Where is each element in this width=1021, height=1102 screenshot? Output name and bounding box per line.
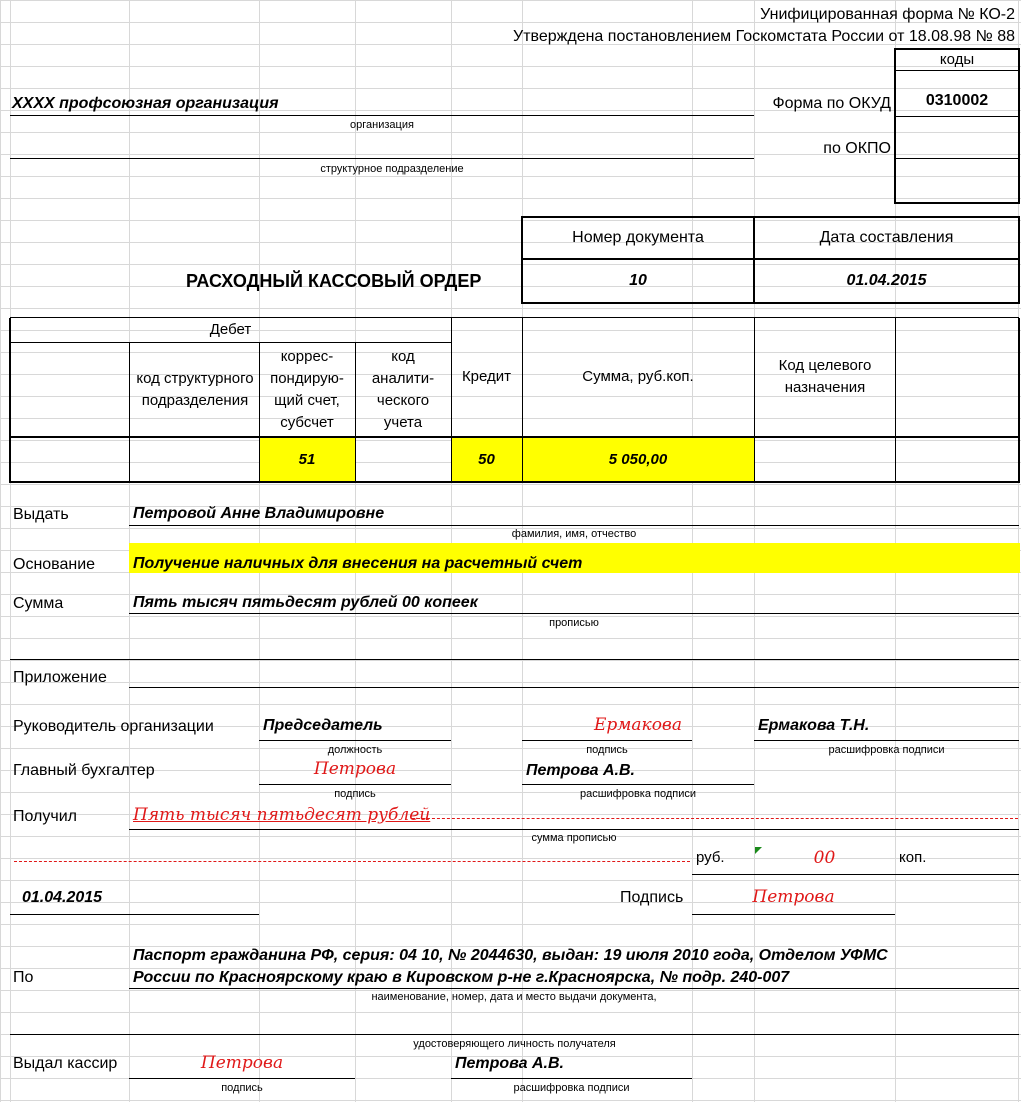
received-dash-line-2 (14, 861, 690, 862)
row-sum: 5 050,00 (608, 451, 668, 468)
rub-label: руб. (696, 849, 725, 866)
received-label: Получил (13, 808, 77, 825)
received-signature: Петрова (752, 887, 835, 907)
table-column-line (355, 343, 356, 482)
signature-label: Подпись (620, 889, 684, 906)
document-number-label: Номер документа (572, 229, 704, 246)
accountant-signature: Петрова (313, 759, 397, 779)
box-divider (522, 258, 1019, 260)
codes-divider (895, 116, 1019, 117)
row-account: 51 (298, 451, 316, 468)
kop-label: коп. (899, 849, 927, 866)
cashier-signature-underline (129, 1078, 355, 1079)
row-credit: 50 (478, 451, 495, 468)
table-border (9, 318, 11, 483)
codes-divider (895, 158, 1019, 159)
table-border (1018, 318, 1020, 483)
col-analytic: код аналити-ческого учета (371, 347, 435, 431)
accountant-name-caption: расшифровка подписи (579, 788, 697, 800)
basis-label: Основание (13, 556, 96, 573)
head-name: Ермакова Т.Н. (758, 717, 870, 734)
issue-value: Петровой Анне Владимировне (133, 505, 385, 522)
sum-label: Сумма (13, 595, 64, 612)
okpo-label: по ОКПО (823, 140, 891, 157)
col-sum: Сумма, руб.коп. (582, 368, 694, 385)
accountant-signature-underline (259, 784, 451, 785)
document-date: 01.04.2015 (846, 272, 927, 289)
head-name-caption: расшифровка подписи (828, 744, 945, 756)
unit-caption: структурное подразделение (320, 163, 464, 175)
cashier-signature-caption: подпись (221, 1082, 263, 1094)
received-underline (129, 829, 1019, 830)
sum-caption: прописью (549, 617, 599, 629)
sum-second-line (10, 659, 1019, 660)
head-position-underline (259, 740, 451, 741)
attachment-underline (129, 687, 1019, 688)
issue-label: Выдать (13, 506, 69, 523)
kop-value: 00 (813, 848, 836, 868)
okud-value: 0310002 (925, 92, 989, 109)
cashier-signature: Петрова (200, 1053, 284, 1073)
received-signature-underline (692, 914, 895, 915)
passport-line-1: Паспорт гражданина РФ, серия: 04 10, № 2044630, выдан: 19 июля 2010 года, Отделом УФМС (133, 947, 888, 964)
sum-underline (129, 613, 1019, 614)
passport-caption-2: удостоверяющего личность получателя (413, 1038, 616, 1050)
accountant-label: Главный бухгалтер (13, 762, 155, 779)
codes-box (894, 48, 1020, 204)
cashier-name-caption: расшифровка подписи (513, 1082, 630, 1094)
col-target: Код целевого назначения (778, 357, 872, 396)
basis-value: Получение наличных для внесения на расчетный счет (133, 555, 583, 572)
received-date-underline (10, 914, 259, 915)
received-sum-written: Пять тысяч пятьдесят рублей (133, 805, 431, 825)
form-approval: Утверждена постановлением Госкомстата России от 18.08.98 № 88 (513, 28, 1015, 45)
codes-divider (895, 70, 1019, 71)
sum-value: Пять тысяч пятьдесят рублей 00 копеек (133, 594, 478, 611)
okud-label: Форма по ОКУД (772, 95, 891, 112)
form-name: Унифицированная форма № КО-2 (760, 6, 1015, 23)
table-column-line (895, 318, 896, 482)
issue-underline (129, 525, 1019, 526)
document-date-label: Дата составления (819, 229, 954, 246)
table-column-line (129, 343, 130, 482)
rub-underline (692, 874, 1019, 875)
passport-second-line (10, 1034, 1019, 1035)
col-account: коррес-пондирую-щий счет, субсчет (270, 347, 344, 431)
accountant-name-underline (522, 784, 754, 785)
codes-title: коды (939, 51, 975, 68)
head-signature-underline (522, 740, 692, 741)
received-sum-caption: сумма прописью (531, 832, 617, 844)
debit-header: Дебет (209, 321, 252, 338)
passport-underline (129, 988, 1019, 989)
col-unit-code: код структурного подразделения (136, 369, 254, 409)
organization-underline (10, 115, 754, 116)
cashier-name: Петрова А.В. (455, 1055, 564, 1072)
col-credit: Кредит (461, 368, 512, 385)
organization-name: ХХХХ профсоюзная организация (12, 95, 279, 112)
attachment-label: Приложение (13, 669, 107, 686)
cashier-label: Выдал кассир (13, 1055, 118, 1072)
by-label: По (13, 969, 34, 986)
accountant-signature-caption: подпись (334, 788, 376, 800)
received-date: 01.04.2015 (22, 889, 103, 906)
cashier-name-underline (451, 1078, 692, 1079)
accountant-name: Петрова А.В. (526, 762, 635, 779)
head-signature-caption: подпись (586, 744, 628, 756)
unit-underline (10, 158, 754, 159)
passport-line-2: России по Красноярскому краю в Кировском р-не г.Красноярска, № подр. 240-007 (133, 969, 790, 986)
head-name-underline (754, 740, 1019, 741)
head-position-caption: должность (327, 744, 383, 756)
head-position: Председатель (263, 717, 383, 734)
document-title: РАСХОДНЫЙ КАССОВЫЙ ОРДЕР (186, 271, 482, 291)
passport-caption-1: наименование, номер, дата и место выдачи документа, (371, 991, 657, 1003)
organization-caption: организация (350, 119, 414, 131)
head-label: Руководитель организации (13, 718, 214, 735)
issue-caption: фамилия, имя, отчество (511, 528, 637, 540)
document-number: 10 (629, 272, 647, 289)
received-dash-line (412, 818, 1018, 819)
head-signature: Ермакова (594, 715, 682, 735)
table-column-line (754, 318, 755, 482)
